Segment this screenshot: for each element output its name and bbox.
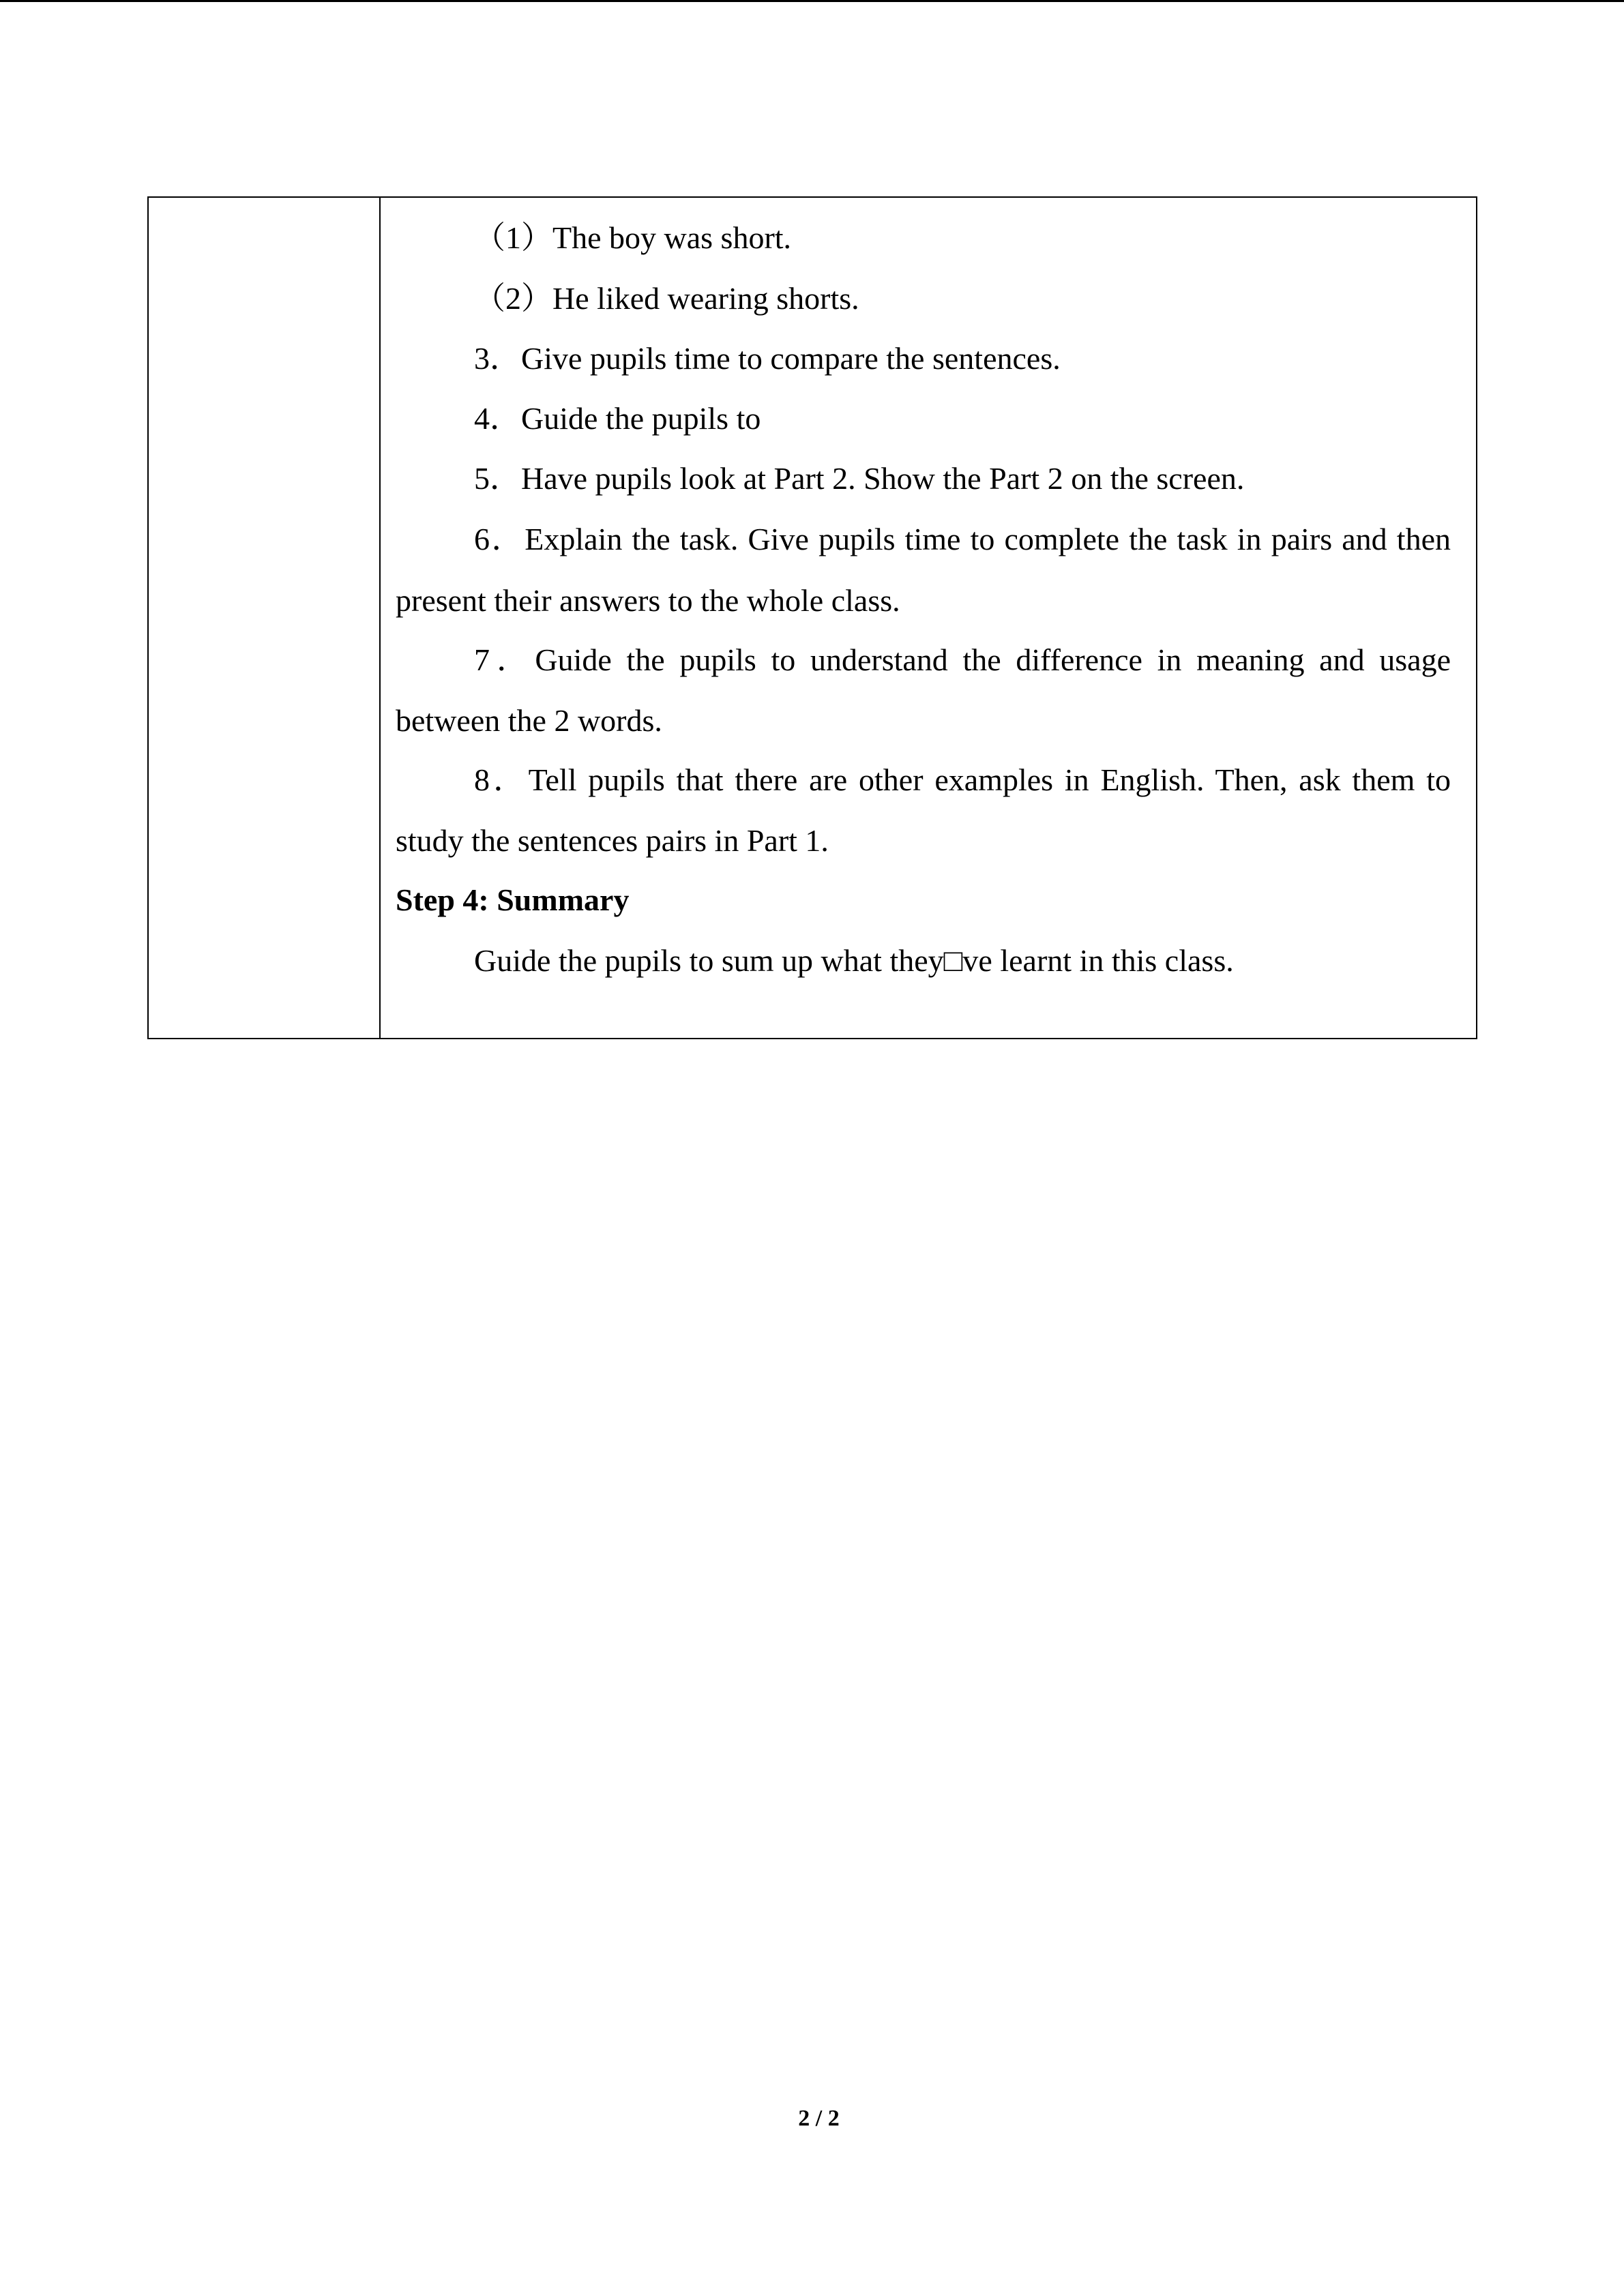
lesson-plan-table [147, 196, 1477, 1039]
step-item-8-line-2: study the sentences pairs in Part 1. [396, 823, 829, 858]
step-item-8-line-1: 8．Tell pupils that there are other examples in English. Then, ask them to [474, 762, 1451, 797]
step-item-6-line-1: 6．Explain the task. Give pupils time to complete the task in pairs and then [474, 522, 1451, 556]
table-content-cell [382, 198, 1477, 1038]
page-number: 2 / 2 [798, 2106, 840, 2131]
step-item-4: 4．Guide the pupils to [474, 401, 761, 436]
table-left-cell [149, 198, 381, 1038]
step-item-5: 5．Have pupils look at Part 2. Show the Part 2 on the screen. [474, 461, 1245, 496]
example-sentence-2: （2）He liked wearing shorts. [474, 281, 859, 316]
page-top-rule [0, 0, 1624, 2]
step-4-heading: Step 4: Summary [396, 882, 630, 917]
step-item-7-line-2: between the 2 words. [396, 703, 662, 738]
summary-text: Guide the pupils to sum up what they□ve learnt in this class. [474, 943, 1234, 978]
example-sentence-1: （1）The boy was short. [474, 220, 792, 255]
step-item-3: 3．Give pupils time to compare the sentences. [474, 341, 1061, 376]
step-item-7-line-1: 7．Guide the pupils to understand the difference in meaning and usage [474, 642, 1451, 677]
step-item-6-line-2: present their answers to the whole class. [396, 583, 900, 618]
